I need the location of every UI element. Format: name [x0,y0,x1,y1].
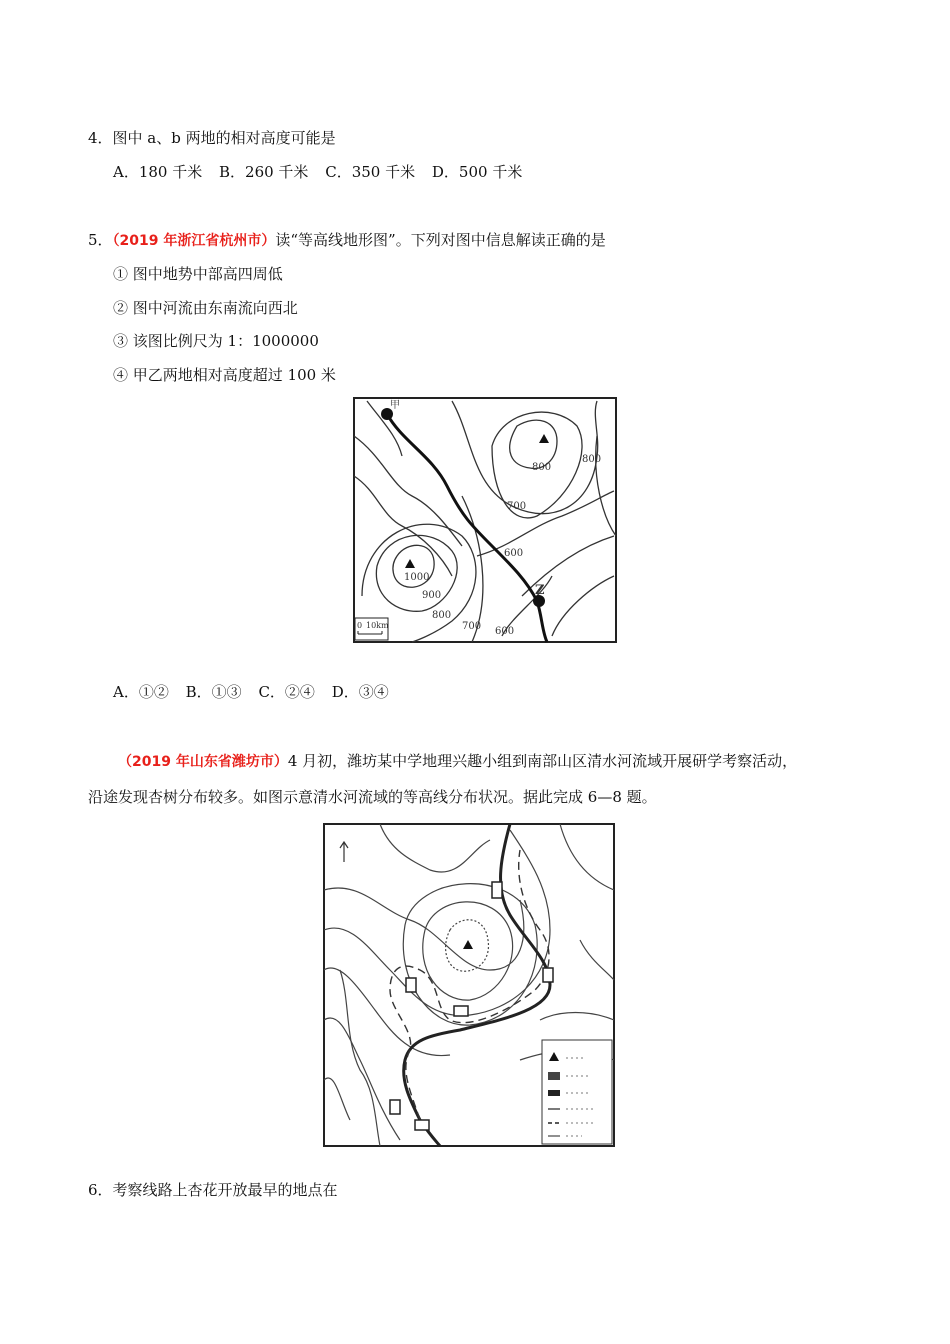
map1-contour-label-3: 700 [507,501,527,512]
map1-contour-label-2: 800 [582,454,602,465]
q4-option-b[interactable]: B．260 千米 [219,163,309,181]
q5-option-a[interactable]: A．①② [113,683,169,701]
q5-stem: 读“等高线地形图”。下列对图中信息解读正确的是 [275,231,606,249]
map1-contour-label-8: 700 [462,621,482,632]
q4-option-a[interactable]: A．180 千米 [113,163,203,181]
q5-number: 5． [88,231,113,249]
map1-contour-label-1: 800 [532,462,552,473]
map1-contour-label-6: 900 [422,590,442,601]
q4-option-c[interactable]: C．350 千米 [325,163,416,181]
contour-map-1 [352,396,618,646]
intro-text-2: 沿途发现杏树分布较多。如图示意清水河流域的等高线分布状况。据此完成 6—8 题。 [88,788,657,806]
q5-option-b[interactable]: B．①③ [185,683,242,701]
q6-stem: 6．考察线路上杏花开放最早的地点在 [88,1181,338,1199]
q5-statement-4: ④ 甲乙两地相对高度超过 100 米 [113,366,336,384]
map1-label-jia: 甲 [390,400,400,411]
q5-option-c[interactable]: C．②④ [258,683,315,701]
map1-contour-label-4: 600 [504,548,524,559]
map1-contour-label-7: 800 [432,610,452,621]
intro-text-1: 4 月初，潍坊某中学地理兴趣小组到南部山区清水河流域开展研学考察活动， [287,752,798,770]
intro-line-1 [118,751,797,772]
q4-stem: 4．图中 a、b 两地的相对高度可能是 [88,129,336,147]
map1-contour-label-5: 1000 [404,572,430,583]
contour-map-2 [320,820,618,1150]
q5-statement-3: ③ 该图比例尺为 1：1000000 [113,332,319,350]
q4-options [113,162,534,182]
q5-option-d[interactable]: D．③④ [331,683,389,701]
map1-scale-zero: 0 [357,621,363,630]
q5-statement-1: ① 图中地势中部高四周低 [113,265,283,283]
q5-source: （2019 年浙江省杭州市） [112,233,276,249]
map1-scale-text: 10km [366,621,389,630]
q4-option-d[interactable]: D．500 千米 [431,163,523,181]
map1-label-yi: Z [535,583,545,598]
map1-contour-label-9: 600 [495,626,515,637]
q5-options [113,682,401,702]
q5-header [88,230,606,251]
q5-statement-2: ② 图中河流由东南流向西北 [113,299,298,317]
intro-source: （2019 年山东省潍坊市） [118,754,288,770]
